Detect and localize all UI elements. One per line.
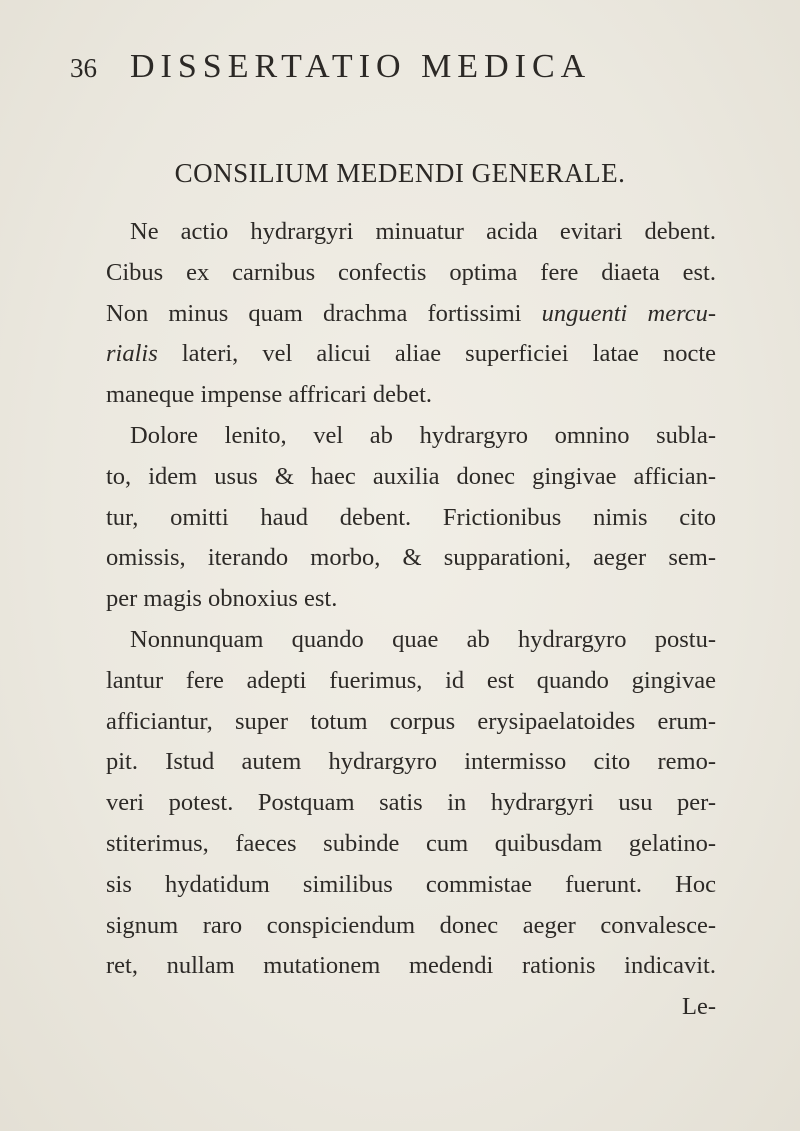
section-title: CONSILIUM MEDENDI GENERALE.	[174, 158, 626, 188]
text-line: per magis obnoxius est.	[106, 585, 338, 613]
text-line: Dolore lenito, vel ab hydrargyro omnino subla-	[130, 421, 716, 449]
page-number: 36	[70, 53, 97, 83]
text-line: lantur fere adepti fuerimus, id est quando gingivae	[106, 666, 716, 694]
text-segment: Non minus quam drachma fortissimi	[106, 299, 522, 327]
text-line: tur, omitti haud debent. Frictionibus nimis cito	[106, 503, 716, 531]
text-line: Ne actio hydrargyri minuatur acida evitari debent.	[130, 218, 716, 245]
italic-segment: rialis	[106, 340, 158, 368]
italic-segment: unguenti mercu-	[541, 299, 717, 327]
text-line: to, idem usus & haec auxilia donec gingivae affician-	[106, 462, 716, 490]
text-line: veri potest. Postquam satis in hydrargyri usu per-	[106, 789, 716, 817]
text-line: signum raro conspiciendum donec aeger convalesce-	[106, 911, 716, 939]
page-header	[70, 48, 690, 92]
catchword: Le-	[682, 993, 716, 1021]
text-segment: lateri, vel alicui aliae superficiei latae nocte	[181, 340, 716, 368]
text-line: omissis, iterando morbo, & supparationi, aeger sem-	[106, 544, 716, 572]
text-line: stiterimus, faeces subinde cum quibusdam gelatino-	[106, 829, 716, 857]
text-line: ret, nullam mutationem medendi rationis indicavit.	[106, 952, 716, 980]
body-text	[106, 212, 716, 1028]
text-line: maneque impense affricari debet.	[106, 381, 433, 409]
text-line: sis hydatidum similibus commistae fuerunt. Hoc	[106, 870, 716, 898]
text-line: afficiantur, super totum corpus erysipaelatoides erum-	[106, 707, 716, 735]
text-line	[106, 334, 716, 375]
running-head: DISSERTATIO MEDICA	[130, 48, 592, 85]
text-line: Cibus ex carnibus confectis optima fere diaeta est.	[106, 258, 716, 286]
text-line	[106, 294, 716, 335]
text-line: Nonnunquam quando quae ab hydrargyro postu-	[130, 625, 716, 653]
text-line: pit. Istud autem hydrargyro intermisso cito remo-	[106, 748, 716, 776]
